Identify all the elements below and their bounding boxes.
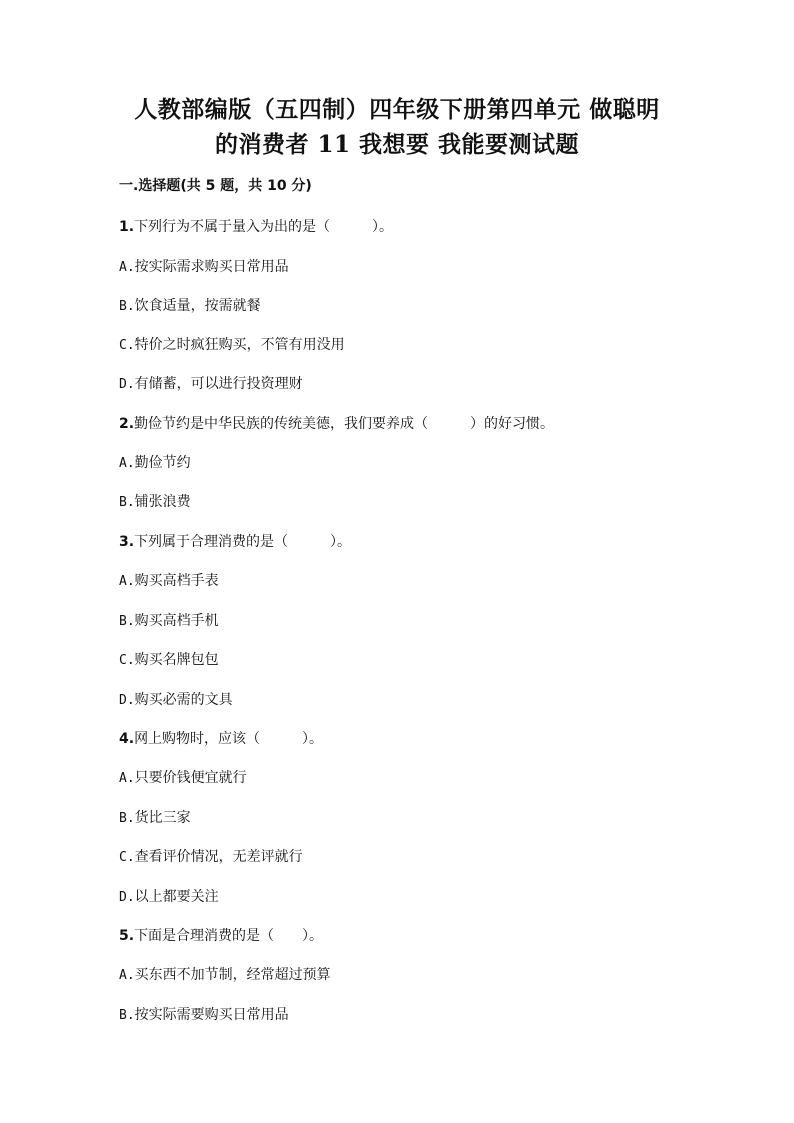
question-4-option-a — [119, 768, 247, 789]
question-2-option-a — [119, 453, 191, 474]
option-text: 购买名牌包包 — [134, 652, 219, 668]
question-2 — [119, 414, 554, 434]
option-letter: A. — [119, 574, 135, 589]
question-4-option-b — [119, 808, 191, 829]
option-letter: D. — [119, 377, 135, 392]
question-stem: 勤俭节约是中华民族的传统美德，我们要养成（ ）的好习惯。 — [134, 416, 555, 432]
option-letter: D. — [119, 890, 135, 905]
question-1-option-b — [119, 296, 261, 317]
question-1-option-c — [119, 335, 345, 356]
question-3 — [119, 532, 351, 552]
document-title-line-2: 的消费者 11 我想要 我能要测试题 — [214, 131, 580, 158]
option-letter: D. — [119, 693, 135, 708]
question-1 — [119, 217, 393, 237]
option-text: 饮食适量，按需就餐 — [134, 298, 261, 314]
option-text: 有储蓄，可以进行投资理财 — [134, 376, 303, 392]
option-text: 铺张浪费 — [134, 494, 191, 510]
question-stem: 下列行为不属于量入为出的是（ ）。 — [134, 219, 394, 235]
option-text: 按实际需要购买日常用品 — [134, 1007, 289, 1023]
question-stem: 网上购物时，应该（ ）。 — [134, 731, 324, 747]
document-title-line-1: 人教部编版（五四制）四年级下册第四单元 做聪明 — [134, 96, 660, 123]
option-text: 查看评价情况，无差评就行 — [134, 849, 303, 865]
option-letter: B. — [119, 811, 135, 826]
question-2-option-b — [119, 492, 191, 513]
question-number: 3. — [119, 534, 135, 550]
question-4-option-c — [119, 847, 303, 868]
option-text: 购买高档手表 — [134, 573, 219, 589]
question-number: 2. — [119, 416, 135, 432]
question-4-option-d — [119, 887, 219, 908]
question-number: 4. — [119, 731, 135, 747]
option-letter: B. — [119, 1008, 135, 1023]
question-3-option-b — [119, 611, 219, 632]
option-text: 以上都要关注 — [134, 889, 219, 905]
option-letter: C. — [119, 850, 135, 865]
section-heading: 一.选择题(共 5 题，共 10 分) — [119, 178, 312, 194]
option-letter: A. — [119, 260, 135, 275]
question-3-option-a — [119, 571, 219, 592]
question-stem: 下面是合理消费的是（ ）。 — [134, 928, 324, 944]
question-number: 1. — [119, 219, 135, 235]
question-5-option-b — [119, 1005, 289, 1026]
option-letter: B. — [119, 495, 135, 510]
option-text: 只要价钱便宜就行 — [134, 770, 247, 786]
question-5 — [119, 926, 323, 946]
option-letter: C. — [119, 338, 135, 353]
option-letter: A. — [119, 771, 135, 786]
option-letter: C. — [119, 653, 135, 668]
option-text: 买东西不加节制，经常超过预算 — [134, 967, 331, 983]
question-4 — [119, 729, 323, 749]
question-5-option-a — [119, 965, 331, 986]
option-letter: A. — [119, 456, 135, 471]
option-text: 勤俭节约 — [134, 455, 191, 471]
question-stem: 下列属于合理消费的是（ ）。 — [134, 534, 352, 550]
question-1-option-d — [119, 374, 303, 395]
option-letter: B. — [119, 299, 135, 314]
option-text: 按实际需求购买日常用品 — [134, 259, 289, 275]
question-number: 5. — [119, 928, 135, 944]
option-text: 购买必需的文具 — [134, 692, 233, 708]
option-letter: A. — [119, 968, 135, 983]
option-text: 购买高档手机 — [134, 613, 219, 629]
question-3-option-c — [119, 650, 219, 671]
option-text: 特价之时疯狂购买，不管有用没用 — [134, 337, 345, 353]
question-1-option-a — [119, 257, 289, 278]
option-letter: B. — [119, 614, 135, 629]
option-text: 货比三家 — [134, 810, 191, 826]
question-3-option-d — [119, 690, 233, 711]
